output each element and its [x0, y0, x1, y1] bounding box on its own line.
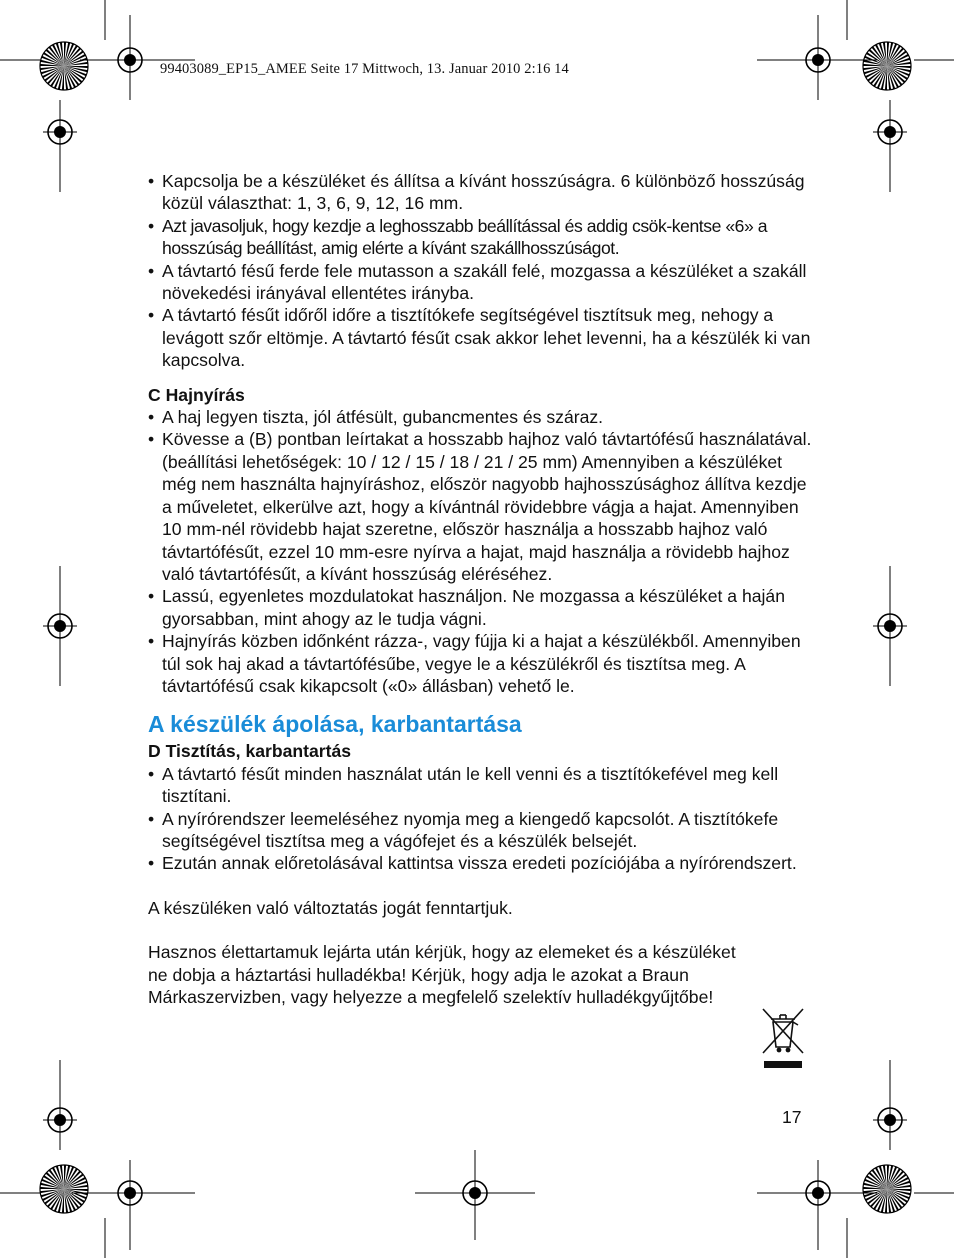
list-item: • A távtartó fésű ferde fele mutasson a szakáll felé, mozgassa a készüléket a szakáll növekedési irányával ellentétes irányba.: [148, 260, 813, 305]
registration-wheel-icon: [40, 42, 88, 90]
hair-cutting-list: [148, 406, 813, 697]
cleaning-list: [148, 763, 813, 875]
modification-notice: A készüléken való változtatás jogát fenntartjuk.: [148, 897, 513, 918]
registration-target-icon: [873, 609, 907, 643]
registration-wheel-icon: [40, 1165, 88, 1213]
list-item: • Hajnyírás közben időnként rázza-, vagy fújja ki a hajat a készülékből. Amennyiben túl sok haj akad a távtartófésűbe, vegye le a készülékről és tisztítsa meg. A távtartófésű csak kikapcsolt («0» állásban) vehető le.: [148, 630, 813, 697]
section-c-heading: C Hajnyírás: [148, 384, 245, 405]
list-item: • Kövesse a (B) pontban leírtakat a hosszabb hajhoz való távtartófésű használatával. (beállítási lehetőségek: 10 / 12 / 15 / 18 / 21 / 25 mm) Amennyiben a készüléket még nem használta hajnyíráshoz, először nagyobb hajhosszúsághoz állítva kezdje a műveletet, elkerülve azt, hogy a kívántnál rövidebbre vágja a hajat. Amennyiben 10 mm-nél rövidebb hajat szeretne, először használja a hosszabb hajhoz való távtartófésűt, ezzel 10 mm-esre nyírva a hajat, majd használja a rövidebb hajhoz való távtartófésűt, a kívánt hosszúság eléréséhez.: [148, 428, 813, 585]
care-section-title: A készülék ápolása, karbantartása: [148, 711, 522, 738]
list-item: • A nyírórendszer leemeléséhez nyomja meg a kiengedő kapcsolót. A tisztítókefe segítségével tisztítsa meg a vágófejet és a készülék belsejét.: [148, 808, 813, 853]
registration-target-icon: [43, 115, 77, 149]
list-item: • A haj legyen tiszta, jól átfésült, gubancmentes és száraz.: [148, 406, 813, 428]
print-slug: 99403089_EP15_AMEE Seite 17 Mittwoch, 13. Januar 2010 2:16 14: [160, 61, 569, 77]
registration-target-icon: [43, 609, 77, 643]
registration-target-icon: [873, 1103, 907, 1137]
page-number: 17: [782, 1107, 802, 1127]
registration-target-icon: [458, 1176, 492, 1210]
registration-wheel-icon: [863, 1165, 911, 1213]
registration-target-icon: [801, 43, 835, 77]
registration-target-icon: [873, 115, 907, 149]
list-item: • Azt javasoljuk, hogy kezdje a leghosszabb beállítással és addig csök-kentse «6» a hosszúság beállítást, amig elérte a kívánt szakállhosszúságot.: [148, 215, 813, 260]
list-item: • Kapcsolja be a készüléket és állítsa a kívánt hosszúságra. 6 különböző hosszúság közül választhat: 1, 3, 6, 9, 12, 16 mm.: [148, 170, 813, 215]
registration-target-icon: [43, 1103, 77, 1137]
list-item: • A távtartó fésűt minden használat után le kell venni és a tisztítókefével meg kell tisztítani.: [148, 763, 813, 808]
shaving-instructions-list: [148, 170, 813, 372]
list-item: • Ezután annak előretolásával kattintsa vissza eredeti pozíciójába a nyírórendszert.: [148, 852, 813, 874]
disposal-notice: Hasznos élettartamuk lejárta után kérjük, hogy az elemeket és a készüléket ne dobja a háztartási hulladékba! Kérjük, hogy adja le azokat a Braun Márkaszervizben, vagy helyezze a megfelelő szelektív hulladékgyűjtőbe!: [148, 942, 736, 1007]
page-body: [148, 170, 813, 1008]
registration-target-icon: [113, 1176, 147, 1210]
list-item: • A távtartó fésűt időről időre a tisztítókefe segítségével tisztítsuk meg, nehogy a levágott szőr eltömje. A távtartó fésűt csak akkor lehet levenni, ha a készülék ki van kapcsolva.: [148, 304, 813, 371]
registration-wheel-icon: [863, 42, 911, 90]
crossed-out-wheelie-bin-icon: [762, 1007, 804, 1069]
list-item: • Lassú, egyenletes mozdulatokat használjon. Ne mozgassa a készüléket a haján gyorsabban, mint ahogy az le tudja vágni.: [148, 585, 813, 630]
registration-target-icon: [113, 43, 147, 77]
section-d-heading: D Tisztítás, karbantartás: [148, 741, 352, 762]
registration-target-icon: [801, 1176, 835, 1210]
